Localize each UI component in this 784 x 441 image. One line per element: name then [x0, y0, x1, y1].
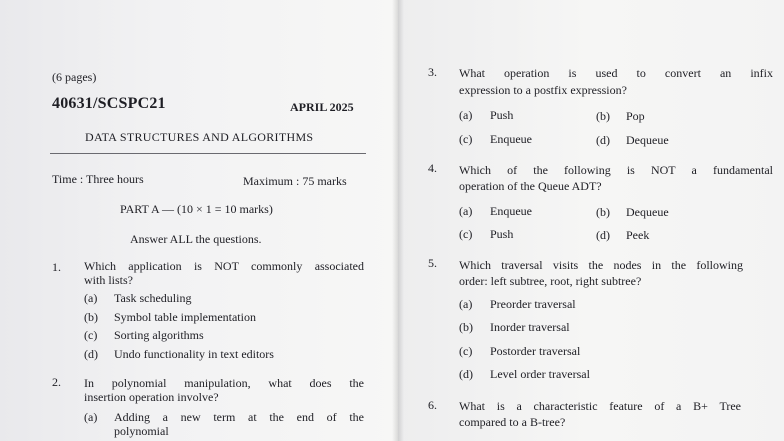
- option-label: (c): [459, 344, 473, 358]
- option-text: Task scheduling: [114, 291, 192, 305]
- question-text: insertion operation involve?: [84, 390, 219, 404]
- instruction: Answer ALL the questions.: [130, 232, 262, 246]
- question-text: In polynomial manipulation, what does the: [84, 376, 364, 390]
- option-text: Symbol table implementation: [114, 310, 256, 324]
- option-label: (b): [596, 109, 610, 123]
- option-label: (a): [84, 410, 98, 424]
- option-label: (d): [84, 347, 98, 361]
- page-count: (6 pages): [52, 70, 97, 84]
- option-label: (d): [596, 133, 610, 147]
- option-label: (b): [459, 320, 473, 334]
- time-allowed: Time : Three hours: [52, 172, 144, 186]
- option-label: (b): [596, 205, 610, 219]
- header-divider: [50, 153, 366, 154]
- question-text: operation of the Queue ADT?: [459, 179, 602, 193]
- option-label: (d): [596, 228, 610, 242]
- part-a-heading: PART A — (10 × 1 = 10 marks): [120, 202, 273, 216]
- question-text: Which of the following is NOT a fundamental: [459, 163, 773, 177]
- question-text: What operation is used to convert an infix: [459, 66, 773, 80]
- option-text: Level order traversal: [490, 367, 590, 381]
- option-text: Postorder traversal: [490, 344, 581, 358]
- question-number: 1.: [52, 260, 61, 274]
- option-label: (c): [459, 132, 473, 146]
- option-label: (a): [84, 291, 98, 305]
- exam-code: 40631/SCSPC21: [52, 95, 166, 112]
- question-number: 3.: [428, 65, 437, 79]
- question-number: 2.: [52, 375, 61, 389]
- question-number: 6.: [428, 398, 437, 412]
- option-text: Push: [490, 227, 514, 241]
- option-text-continued: polynomial: [114, 424, 169, 438]
- question-text: expression to a postfix expression?: [459, 83, 627, 97]
- option-text: Preorder traversal: [490, 297, 576, 311]
- option-text: Dequeue: [626, 205, 669, 219]
- option-label: (a): [459, 108, 473, 122]
- page-fold: [392, 0, 404, 441]
- option-label: (c): [459, 227, 473, 241]
- question-number: 4.: [428, 161, 437, 175]
- question-text: Which application is NOT commonly associated: [84, 259, 364, 273]
- question-text: Which traversal visits the nodes in the following: [459, 258, 743, 272]
- option-label: (b): [84, 310, 98, 324]
- option-text: Peek: [626, 228, 650, 242]
- option-text: Enqueue: [490, 204, 532, 218]
- option-label: (c): [84, 328, 98, 342]
- option-text: Adding a new term at the end of the: [114, 410, 364, 424]
- option-label: (a): [459, 297, 473, 311]
- maximum-marks: Maximum : 75 marks: [243, 174, 347, 188]
- question-number: 5.: [428, 256, 437, 270]
- question-text: order: left subtree, root, right subtree?: [459, 274, 642, 288]
- question-text: What is a characteristic feature of a B+ Tree: [459, 399, 741, 413]
- option-text: Push: [490, 108, 514, 122]
- exam-date: APRIL 2025: [290, 100, 354, 114]
- option-text: Pop: [626, 109, 645, 123]
- option-text: Sorting algorithms: [114, 328, 204, 342]
- question-text: with lists?: [84, 273, 134, 287]
- option-text: Inorder traversal: [490, 320, 570, 334]
- option-text: Dequeue: [626, 133, 669, 147]
- option-label: (a): [459, 204, 473, 218]
- option-text: Undo functionality in text editors: [114, 347, 274, 361]
- option-text: Enqueue: [490, 132, 532, 146]
- option-label: (d): [459, 367, 473, 381]
- question-text: compared to a B-tree?: [459, 415, 566, 429]
- right-page: [398, 0, 784, 441]
- subject-title: DATA STRUCTURES AND ALGORITHMS: [85, 130, 314, 144]
